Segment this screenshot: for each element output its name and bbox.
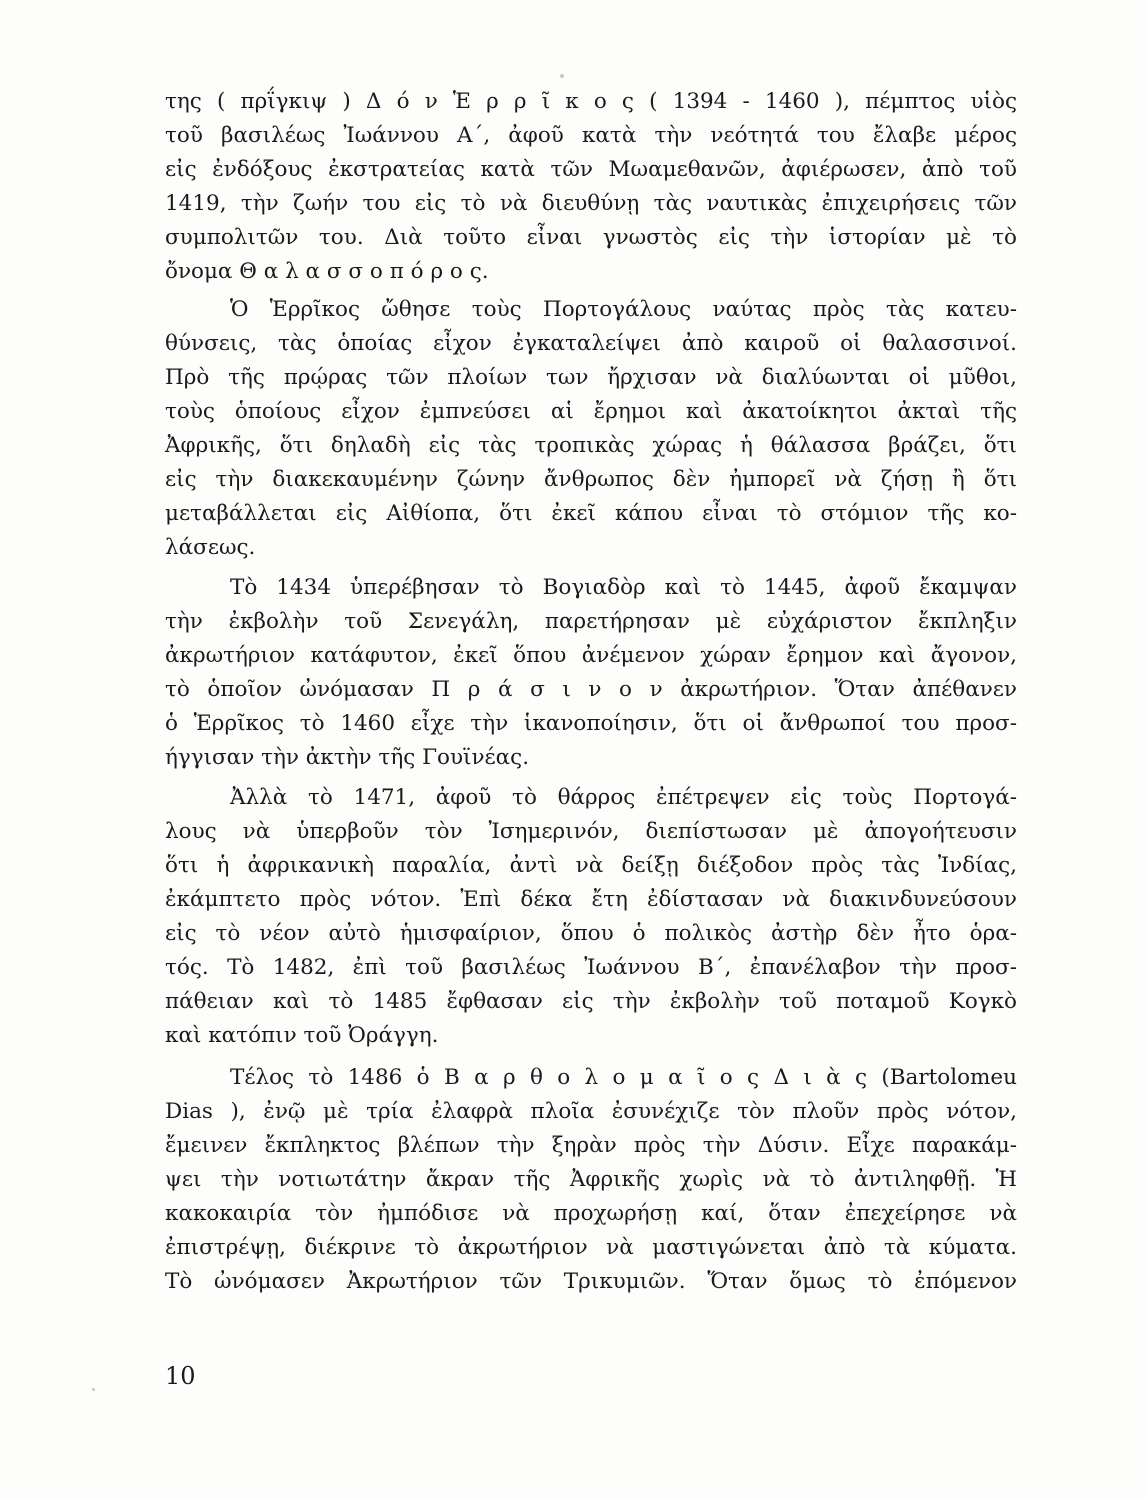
text-line: ἔμεινεν ἔκπληκτος βλέπων τὴν ξηρὰν πρὸς τὴν Δύσιν. Εἶχε παρακάμ- — [165, 1133, 1017, 1158]
text-line: Ἀφρικῆς, ὅτι δηλαδὴ εἰς τὰς τροπικὰς χώρας ἡ θάλασσα βράζει, ὅτι — [165, 433, 1017, 458]
text-line: ὄνομα Θ α λ α σ σ ο π ό ρ ο ς. — [165, 259, 489, 284]
text-line: κακοκαιρία τὸν ἠμπόδισε νὰ προχωρήσῃ καί, ὅταν ἐπεχείρησε νὰ — [165, 1201, 1017, 1226]
text-line: Πρὸ τῆς πρῴρας τῶν πλοίων των ἤρχισαν νὰ διαλύωνται οἱ μῦθοι, — [165, 365, 1017, 390]
paragraph-first-line: Τέλος τὸ 1486 ὁ Β α ρ θ ο λ ο μ α ῖ ο ς Δ ι ὰ ς (Bartolomeu — [230, 1065, 1017, 1090]
text-line: λάσεως. — [165, 535, 256, 560]
text-line: συμπολιτῶν του. Διὰ τοῦτο εἶναι γνωστὸς εἰς τὴν ἱστορίαν μὲ τὸ — [165, 225, 1017, 250]
paragraph-first-line: Ἀλλὰ τὸ 1471, ἀφοῦ τὸ θάρρος ἐπέτρεψεν εἰς τοὺς Πορτογά- — [230, 785, 1017, 810]
text-line: ήγγισαν τὴν ἀκτὴν τῆς Γουϊνέας. — [165, 745, 530, 770]
text-line: εἰς ἐνδόξους ἐκστρατείας κατὰ τῶν Μωαμεθανῶν, ἀφιέρωσεν, ἀπὸ τοῦ — [165, 157, 1017, 182]
text-line: λους νὰ ὑπερβοῦν τὸν Ἰσημερινόν, διεπίστωσαν μὲ ἀπογοήτευσιν — [165, 819, 1017, 844]
paper-speck — [560, 74, 564, 78]
text-line: πάθειαν καὶ τὸ 1485 ἔφθασαν εἰς τὴν ἐκβολὴν τοῦ ποταμοῦ Κογκὸ — [165, 989, 1017, 1014]
text-line: Τὸ ὠνόμασεν Ἀκρωτήριον τῶν Τρικυμιῶν. Ὅταν ὅμως τὸ ἐπόμενον — [165, 1269, 1017, 1294]
text-line: τὸ ὁποῖον ὠνόμασαν Π ρ ά σ ι ν ο ν ἀκρωτήριον. Ὅταν ἀπέθανεν — [165, 677, 1017, 702]
text-line: μεταβάλλεται εἰς Αἰθίοπα, ὅτι ἐκεῖ κάπου εἶναι τὸ στόμιον τῆς κο- — [165, 501, 1017, 526]
text-line: ἀκρωτήριον κατάφυτον, ἐκεῖ ὅπου ἀνέμενον χώραν ἔρημον καὶ ἄγονον, — [165, 643, 1017, 668]
text-line: ψει τὴν νοτιωτάτην ἄκραν τῆς Ἀφρικῆς χωρὶς νὰ τὸ ἀντιληφθῇ. Ἡ — [165, 1167, 1017, 1192]
text-line: της ( πρΐγκιψ ) Δ ό ν Ἑ ρ ρ ῖ κ ο ς ( 1394 - 1460 ), πέμπτος υἱὸς — [165, 89, 1017, 114]
text-line: τοῦ βασιλέως Ἰωάννου Α΄, ἀφοῦ κατὰ τὴν νεότητά του ἔλαβε μέρος — [165, 123, 1017, 148]
text-line: τοὺς ὁποίους εἶχον ἐμπνεύσει αἱ ἔρημοι καὶ ἀκατοίκητοι ἀκταὶ τῆς — [165, 399, 1017, 424]
paragraph-first-line: Ὁ Ἑρρῖκος ὤθησε τοὺς Πορτογάλους ναύτας πρὸς τὰς κατευ- — [230, 297, 1017, 322]
text-line: τός. Τὸ 1482, ἐπὶ τοῦ βασιλέως Ἰωάννου Β΄, ἐπανέλαβον τὴν προσ- — [165, 955, 1017, 980]
text-line: ἐκάμπτετο πρὸς νότον. Ἐπὶ δέκα ἔτη ἐδίστασαν νὰ διακινδυνεύσουν — [165, 887, 1017, 912]
text-line: τὴν ἐκβολὴν τοῦ Σενεγάλη, παρετήρησαν μὲ εὐχάριστον ἔκπληξιν — [165, 609, 1017, 634]
text-line: Dias ), ἐνῷ μὲ τρία ἐλαφρὰ πλοῖα ἐσυνέχιζε τὸν πλοῦν πρὸς νότον, — [165, 1099, 1017, 1124]
text-line: εἰς τὴν διακεκαυμένην ζώνην ἄνθρωπος δὲν ἠμπορεῖ νὰ ζήσῃ ἢ ὅτι — [165, 467, 1017, 492]
text-line: θύνσεις, τὰς ὁποίας εἶχον ἐγκαταλείψει ἀπὸ καιροῦ οἱ θαλασσινοί. — [165, 331, 1017, 356]
text-line: ὁ Ἑρρῖκος τὸ 1460 εἶχε τὴν ἱκανοποίησιν, ὅτι οἱ ἄνθρωποί του προσ- — [165, 711, 1017, 736]
page-number: 10 — [165, 1362, 196, 1390]
text-line: καὶ κατόπιν τοῦ Ὀράγγη. — [165, 1023, 439, 1048]
text-line: 1419, τὴν ζωήν του εἰς τὸ νὰ διευθύνῃ τὰς ναυτικὰς ἐπιχειρήσεις τῶν — [165, 191, 1017, 216]
text-line: εἰς τὸ νέον αὐτὸ ἡμισφαίριον, ὅπου ὁ πολικὸς ἀστὴρ δὲν ἦτο ὁρα- — [165, 921, 1017, 946]
paper-speck — [92, 1388, 95, 1391]
text-line: ἐπιστρέψῃ, διέκρινε τὸ ἀκρωτήριον νὰ μαστιγώνεται ἀπὸ τὰ κύματα. — [165, 1235, 1017, 1260]
paragraph-first-line: Τὸ 1434 ὑπερέβησαν τὸ Βογιαδὸρ καὶ τὸ 1445, ἀφοῦ ἔκαμψαν — [230, 575, 1017, 600]
text-line: ὅτι ἡ ἀφρικανικὴ παραλία, ἀντὶ νὰ δείξῃ διέξοδον πρὸς τὰς Ἰνδίας, — [165, 853, 1017, 878]
